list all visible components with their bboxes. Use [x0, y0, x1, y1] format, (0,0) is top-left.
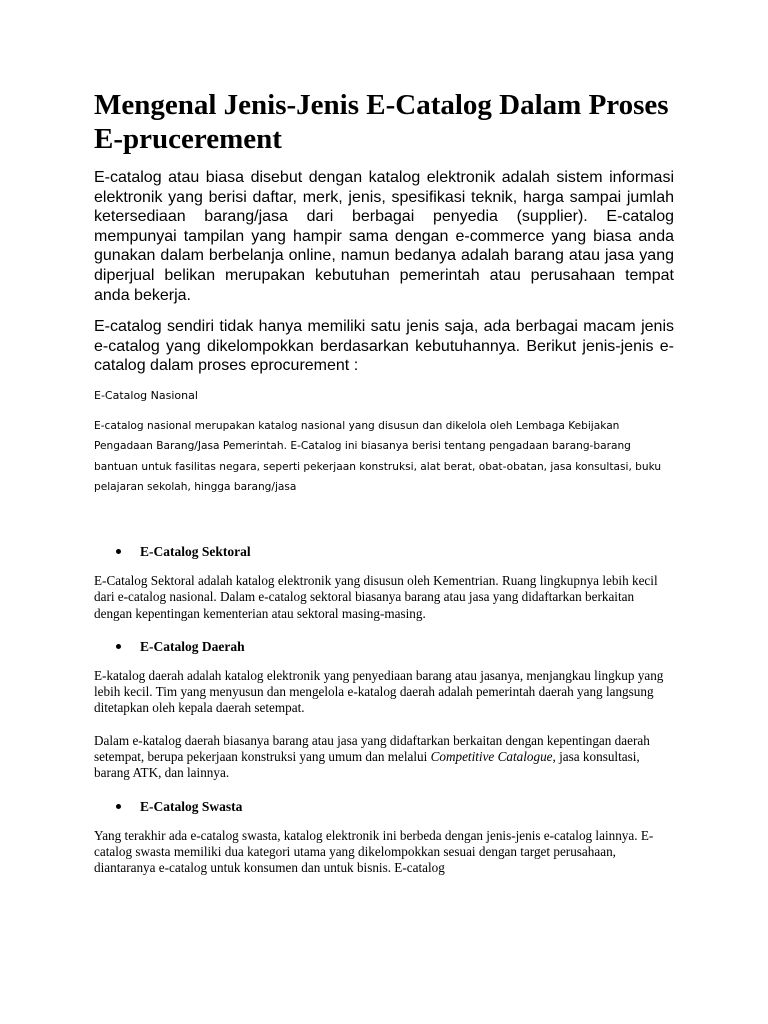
section-heading-sektoral: [94, 543, 674, 561]
section-heading-swasta-text: E-Catalog Swasta: [140, 798, 243, 814]
daerah-body-emphasis: Competitive Catalogue: [430, 749, 553, 765]
bullet-dot-icon: [116, 549, 121, 554]
section-heading-daerah: [94, 638, 674, 656]
daerah-body-end: , jasa konsultasi, barang ATK, dan lainnya.: [94, 749, 640, 781]
section-body-swasta: Yang terakhir ada e-catalog swasta, katalog elektronik ini berbeda dengan jenis-jenis e-catalog lainnya. E-catalog swasta memiliki dua kategori utama yang dikelompokkan sesuai dengan target perusahaan, diantaranya e-catalog untuk konsumen dan untuk bisnis. E-catalog: [94, 827, 654, 876]
section-heading-nasional: E-Catalog Nasional: [94, 388, 198, 402]
section-body-sektoral: E-Catalog Sektoral adalah katalog elektronik yang disusun oleh Kementrian. Ruang lingkupnya lebih kecil dari e-catalog nasional. Dalam e-catalog sektoral biasanya barang atau jasa yang didaftarkan berkaitan dengan kepentingan kementerian atau sektoral masing-masing.: [94, 572, 658, 621]
section-body-daerah-1: E-katalog daerah adalah katalog elektronik yang penyediaan barang atau jasanya, menjangkau lingkup yang lebih kecil. Tim yang menyusun dan mengelola e-katalog daerah adalah pemerintah daerah yang langsung ditetapkan oleh kepala daerah setempat.: [94, 667, 664, 716]
intro-paragraph-1: E-catalog atau biasa disebut dengan katalog elektronik adalah sistem informasi elektronik yang berisi daftar, merk, jenis, spesifikasi teknik, harga sampai jumlah ketersediaan barang/jasa dari berbagai penyedia (supplier). E-catalog mempunyai tampilan yang hampir sama dengan e-commerce yang biasa anda gunakan dalam berbelanja online, namun bedanya adalah barang atau jasa yang diperjual belikan merupakan kebutuhan pemerintah atau perusahaan tempat anda bekerja.: [94, 169, 674, 304]
daerah-body-start: Dalam e-katalog daerah biasanya barang atau jasa yang didaftarkan berkaitan dengan kepentingan daerah setempat, berupa pekerjaan konstruksi yang umum dan melalui: [94, 732, 650, 765]
section-heading-daerah-text: E-Catalog Daerah: [140, 638, 245, 654]
section-body-daerah-2: [94, 733, 674, 782]
section-heading-sektoral-text: E-Catalog Sektoral: [140, 543, 251, 559]
document-title: Mengenal Jenis-Jenis E-Catalog Dalam Proses E-prucerement: [94, 89, 669, 155]
bullet-dot-icon: [116, 644, 121, 649]
section-heading-swasta: [94, 798, 674, 816]
document-page: [94, 88, 674, 893]
bullet-dot-icon: [116, 804, 121, 809]
intro-paragraph-2: E-catalog sendiri tidak hanya memiliki satu jenis saja, ada berbagai macam jenis e-catalog yang dikelompokkan berdasarkan kebutuhannya. Berikut jenis-jenis e-catalog dalam proses eprocurement :: [94, 318, 674, 375]
section-body-nasional: E-catalog nasional merupakan katalog nasional yang disusun dan dikelola oleh Lembaga Kebijakan Pengadaan Barang/Jasa Pemerintah. E-Catalog ini biasanya berisi tentang pengadaan barang-barang bantuan untuk fasilitas negara, seperti pekerjaan konstruksi, alat berat, obat-obatan, jasa konsultasi, buku pelajaran sekolah, hingga barang/jasa: [94, 419, 662, 494]
